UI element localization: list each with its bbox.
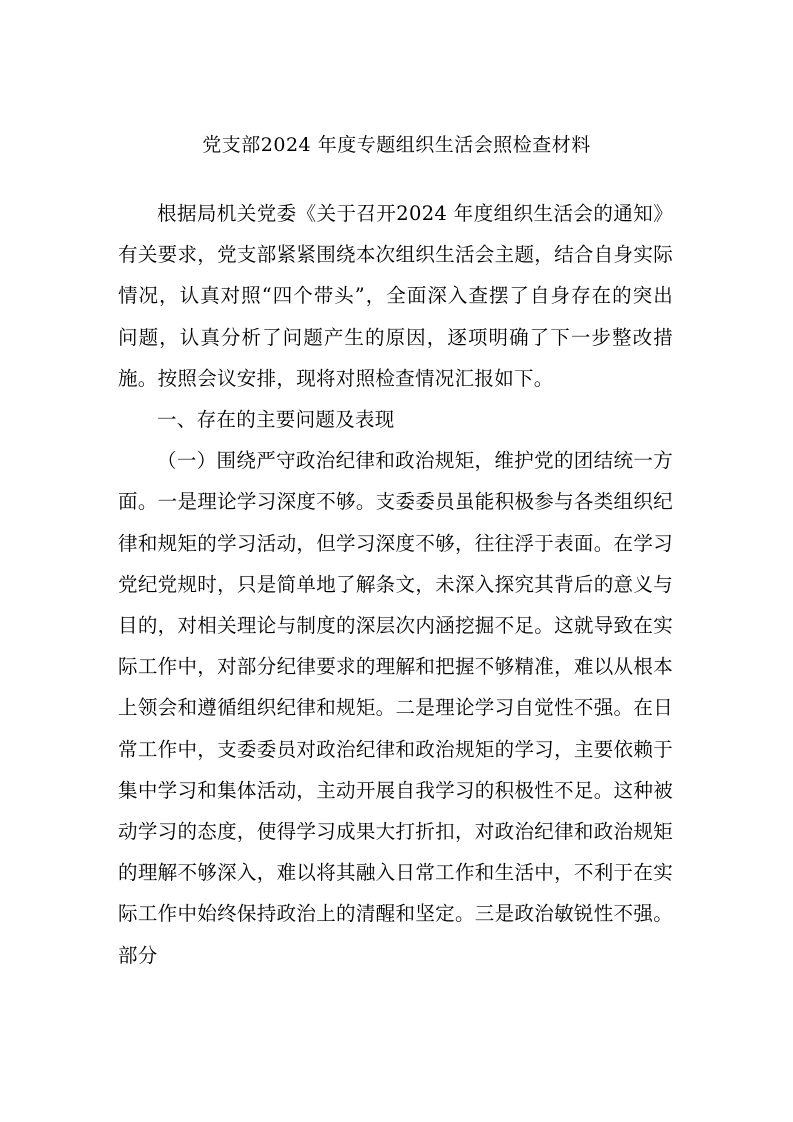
section-paragraph: （一）围绕严守政治纪律和政治规矩，维护党的团结统一方面。一是理论学习深度不够。支委委员虽能积极参与各类组织纪律和规矩的学习活动，但学习深度不够，往往浮于表面。在学习党纪党规时，只是简单地了解条文，未深入探究其背后的意义与目的，对相关理论与制度的深层次内涵挖掘不足。这就导致在实际工作中，对部分纪律要求的理解和把握不够精准，难以从根本上领会和遵循组织纪律和规矩。二是理论学习自觉性不强。在日常工作中，支委委员对政治纪律和政治规矩的学习，主要依赖于集中学习和集体活动，主动开展自我学习的积极性不足。这种被动学习的态度，使得学习成果大打折扣，对政治纪律和政治规矩的理解不够深入，难以将其融入日常工作和生活中，不利于在实际工作中始终保持政治上的清醒和坚定。三是政治敏锐性不强。部分 bbox=[118, 449, 673, 967]
intro-paragraph: 根据局机关党委《关于召开2024 年度组织生活会的通知》有关要求，党支部紧紧围绕本次组织生活会主题，结合自身实际情况，认真对照“四个带头”，全面深入查摆了自身存在的突出问题，认真分析了问题产生的原因，逐项明确了下一步整改措施。按照会议安排，现将对照检查情况汇报如下。 bbox=[118, 202, 673, 390]
document-title: 党支部2024 年度专题组织生活会照检查材料 bbox=[202, 134, 591, 156]
section-heading: 一、存在的主要问题及表现 bbox=[157, 408, 395, 432]
document-body bbox=[118, 193, 673, 976]
